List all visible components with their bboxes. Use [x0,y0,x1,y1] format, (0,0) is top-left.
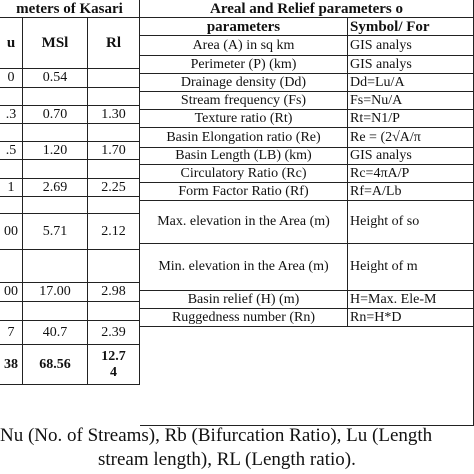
left-cell-r5-c0 [0,160,23,179]
right-cell-r11-c1: H=Max. Ele-M [348,291,474,309]
left-cell-r2-c0: .3 [0,106,23,124]
left-cell-r7-c2 [88,197,140,214]
caption-line-1: Nu (No. of Streams), Rb (Bifurcation Ratio), Lu (Length [0,425,433,446]
left-cell-r2-c1: 0.70 [23,106,88,124]
right-cell-r2-c0: Drainage density (Dd) [140,74,348,92]
right-cell-r10-c0: Min. elevation in the Area (m) [140,244,348,291]
left-cell-r9-c1 [23,250,88,283]
left-cell-r4-c1: 1.20 [23,142,88,160]
right-cell-r7-c0: Circulatory Ratio (Rc) [140,165,348,183]
left-table-title: meters of Kasari [0,0,140,18]
left-cell-r6-c0: 1 [0,179,23,197]
right-cell-r2-c1: Dd=Lu/A [348,74,474,92]
left-cell-r10-c0: 00 [0,283,23,302]
left-cell-r5-c1 [23,160,88,179]
left-cell-r7-c1 [23,197,88,214]
right-cell-r7-c1: Rc=4πA/P [348,165,474,183]
left-header-col1: u [0,18,23,69]
left-cell-r12-c2: 2.39 [88,321,140,345]
left-cell-r6-c1: 2.69 [23,179,88,197]
left-cell-r1-c0 [0,88,23,106]
right-cell-r5-c1: Re = (2√A/π [348,128,474,148]
left-cell-r11-c2 [88,302,140,321]
left-cell-r3-c1 [23,124,88,142]
left-cell-r0-c1: 0.54 [23,69,88,88]
right-cell-r6-c0: Basin Length (LB) (km) [140,148,348,165]
right-cell-r8-c0: Form Factor Ratio (Rf) [140,183,348,201]
left-cell-r8-c0: 00 [0,214,23,250]
left-cell-r11-c0 [0,302,23,321]
left-cell-r4-c2: 1.70 [88,142,140,160]
table-caption [0,424,474,472]
left-cell-r8-c1: 5.71 [23,214,88,250]
left-cell-r2-c2: 1.30 [88,106,140,124]
right-cell-r0-c1: GIS analys [348,36,474,56]
caption-line-2: stream length), RL (Length ratio). [98,449,356,470]
left-cell-r0-c2 [88,69,140,88]
left-cell-r5-c2 [88,160,140,179]
right-cell-r4-c0: Texture ratio (Rt) [140,110,348,128]
left-header-msl: MSl [23,18,88,69]
right-cell-r9-c1: Height of so [348,201,474,244]
left-cell-r3-c0 [0,124,23,142]
right-header-parameters: parameters [140,18,348,36]
right-cell-r3-c1: Fs=Nu/A [348,92,474,110]
right-cell-r3-c0: Stream frequency (Fs) [140,92,348,110]
left-cell-r4-c0: .5 [0,142,23,160]
right-cell-r5-c0: Basin Elongation ratio (Re) [140,128,348,148]
right-table-title: Areal and Relief parameters o [140,0,474,18]
right-cell-r12-c1: Rn=H*D [348,309,474,327]
right-cell-r0-c0: Area (A) in sq km [140,36,348,56]
right-cell-r12-c0: Ruggedness number (Rn) [140,309,348,327]
left-cell-r12-c0: 7 [0,321,23,345]
left-cell-r0-c0: 0 [0,69,23,88]
left-cell-r10-c2: 2.98 [88,283,140,302]
right-header-symbol: Symbol/ For [348,18,474,36]
right-cell-r11-c0: Basin relief (H) (m) [140,291,348,309]
left-cell-r9-c0 [0,250,23,283]
right-cell-r4-c1: Rt=N1/P [348,110,474,128]
right-cell-r6-c1: GIS analys [348,148,474,165]
right-cell-r1-c1: GIS analys [348,56,474,74]
right-cell-r1-c0: Perimeter (P) (km) [140,56,348,74]
left-cell-r11-c1 [23,302,88,321]
left-cell-r10-c1: 17.00 [23,283,88,302]
right-empty-area [140,327,474,426]
right-cell-r10-c1: Height of m [348,244,474,291]
left-cell-r12-c1: 40.7 [23,321,88,345]
left-cell-r3-c2 [88,124,140,142]
left-cell-r1-c1 [23,88,88,106]
left-header-rl: Rl [88,18,140,69]
left-cell-r13-c0: 38 [0,345,23,385]
right-cell-r9-c0: Max. elevation in the Area (m) [140,201,348,244]
right-cell-r8-c1: Rf=A/Lb [348,183,474,201]
left-cell-r8-c2: 2.12 [88,214,140,250]
left-cell-r13-c1: 68.56 [23,345,88,385]
left-cell-r1-c2 [88,88,140,106]
left-cell-r7-c0 [0,197,23,214]
left-cell-r6-c2: 2.25 [88,179,140,197]
left-cell-r9-c2 [88,250,140,283]
left-cell-r13-c2: 12.7 4 [88,345,140,385]
